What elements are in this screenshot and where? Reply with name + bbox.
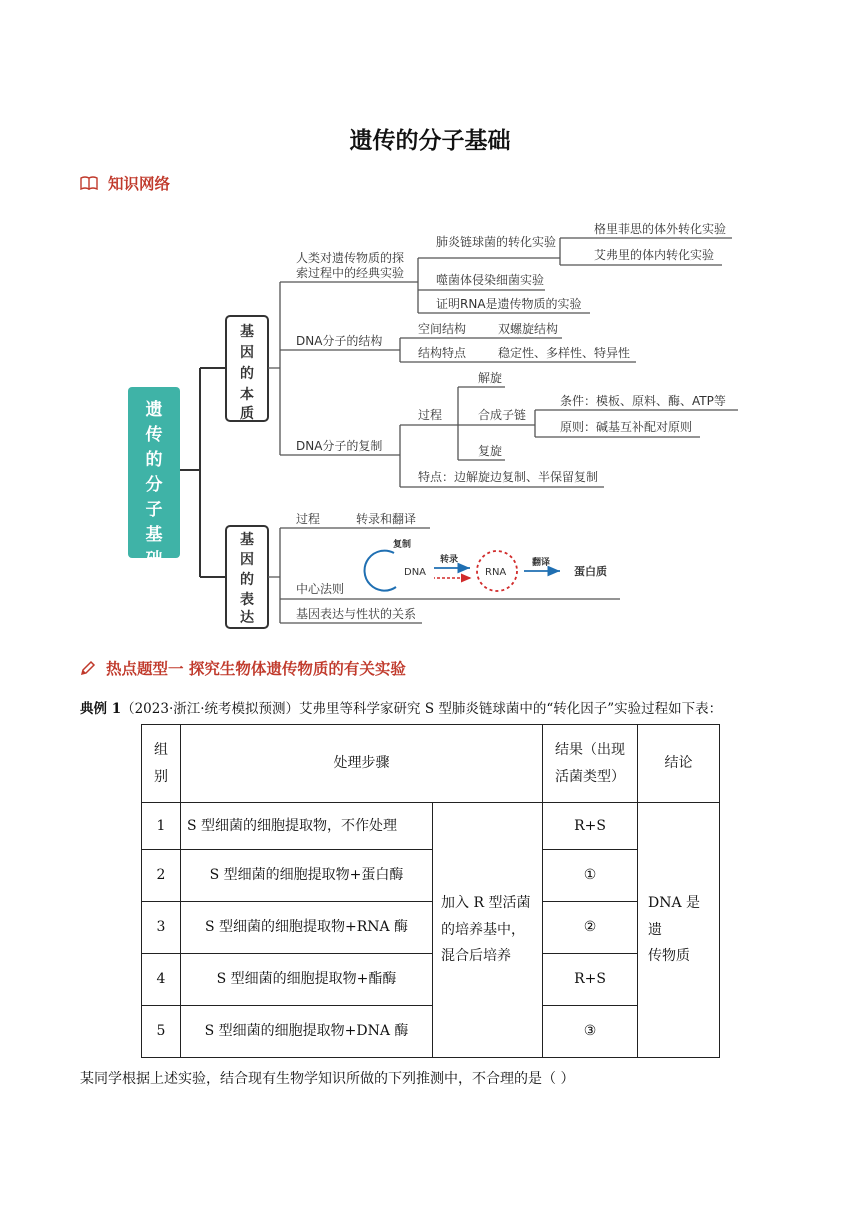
node-struct-features: 结构特点 [418,346,467,360]
svg-text:基: 基 [240,324,254,340]
example-source: （2023·浙江·统考模拟预测） [121,701,300,717]
svg-text:基: 基 [240,532,254,548]
example-label: 典例 1 [80,701,122,717]
pencil-icon [80,660,96,676]
cell-result: R+S [543,954,638,1006]
svg-text:的: 的 [240,572,254,588]
table-row [142,954,720,1006]
node-rep-features: 特点：边解旋边复制、半保留复制 [418,470,599,484]
question-text: 某同学根据上述实验，结合现有生物学知识所做的下列推测中，不合理的是（ ） [80,1071,575,1087]
table-row [142,803,720,850]
cell-group: 3 [142,902,181,954]
cell-result: ③ [543,1006,638,1058]
cell-step: S 型细菌的细胞提取物+DNA 酶 [181,1006,433,1058]
svg-text:子: 子 [145,500,163,520]
header-steps: 处理步骤 [181,725,543,803]
svg-text:遗: 遗 [145,400,163,420]
branch-gene-expression-label [240,531,254,626]
table-row [142,850,720,902]
svg-text:分: 分 [145,475,163,495]
header-result: 结果（出现 活菌类型） [543,725,638,803]
svg-text:质: 质 [240,406,254,422]
node-process: 过程 [418,408,443,422]
experiment-table [141,724,720,1058]
node-spatial: 空间结构 [418,322,467,336]
node-avery: 艾弗里的体内转化实验 [594,248,715,262]
table-header-row [142,725,720,803]
node-unwind: 解旋 [478,371,503,385]
node-central-dogma: 中心法则 [296,582,345,596]
page-title: 遗传的分子基础 [349,128,511,154]
node-pneumo: 肺炎链球菌的转化实验 [436,235,557,249]
table-row [142,1006,720,1058]
cell-step: S 型细菌的细胞提取物+蛋白酶 [181,850,433,902]
node-expr-process: 过程 [296,512,321,526]
cell-result: ② [543,902,638,954]
cell-group: 1 [142,803,181,850]
replication-arc [365,551,396,591]
branch-gene-essence-label [240,323,254,422]
central-dogma-diagram [365,538,607,591]
cell-group: 4 [142,954,181,1006]
node-phage: 噬菌体侵染细菌实验 [436,273,545,287]
svg-text:因: 因 [240,345,254,361]
node-explore-l2: 索过程中的经典实验 [296,266,405,280]
node-relation: 基因表达与性状的关系 [296,607,417,621]
cell-step: S 型细菌的细胞提取物+RNA 酶 [181,902,433,954]
cell-step: S 型细菌的细胞提取物+酯酶 [181,954,433,1006]
label-translation: 翻译 [532,558,551,568]
label-protein: 蛋白质 [574,565,607,578]
header-group: 组 别 [142,725,181,803]
node-double-helix: 双螺旋结构 [498,322,559,336]
svg-text:基: 基 [145,525,163,545]
node-stability: 稳定性、多样性、特异性 [498,346,631,360]
example-text: 艾弗里等科学家研究 S 型肺炎链球菌中的“转化因子”实验过程如下表： [299,701,723,717]
section-title: 知识网络 [108,175,171,193]
header-conclusion: 结论 [638,725,720,803]
node-griffith: 格里菲思的体外转化实验 [594,222,727,236]
svg-text:础: 础 [145,550,163,570]
cell-merged-step: 加入 R 型活菌 的培养基中， 混合后培养 [433,803,543,1058]
node-synth: 合成子链 [478,408,527,422]
cell-step: S 型细菌的细胞提取物，不作处理 [181,803,433,850]
svg-text:传: 传 [145,425,163,445]
node-explore-l1: 人类对遗传物质的探 [296,251,405,265]
label-replication: 复制 [393,540,412,550]
root-label [145,399,163,570]
node-transcription-translation: 转录和翻译 [356,512,417,526]
node-conditions: 条件：模板、原料、酶、ATP等 [560,394,726,408]
table-row [142,902,720,954]
label-rna: RNA [485,567,507,578]
cell-group: 2 [142,850,181,902]
section-title: 热点题型一 探究生物体遗传物质的有关实验 [106,660,406,678]
node-rewind: 复旋 [478,444,503,458]
svg-text:达: 达 [240,610,254,626]
node-replication: DNA分子的复制 [296,439,383,453]
node-principle: 原则：碱基互补配对原则 [560,420,693,434]
svg-text:的: 的 [145,450,163,470]
cell-conclusion: DNA 是遗 传物质 [638,803,720,1058]
section-heading-hot-topic [80,657,406,679]
label-dna: DNA [404,567,427,578]
node-rna-exp: 证明RNA是遗传物质的实验 [436,297,582,311]
svg-text:的: 的 [240,366,254,382]
cell-result: ① [543,850,638,902]
cell-result: R+S [543,803,638,850]
node-structure: DNA分子的结构 [296,334,383,348]
label-transcription: 转录 [440,555,459,565]
svg-text:表: 表 [240,592,254,608]
svg-text:本: 本 [240,387,254,403]
example-intro [80,697,722,717]
svg-text:因: 因 [240,552,254,568]
cell-group: 5 [142,1006,181,1058]
